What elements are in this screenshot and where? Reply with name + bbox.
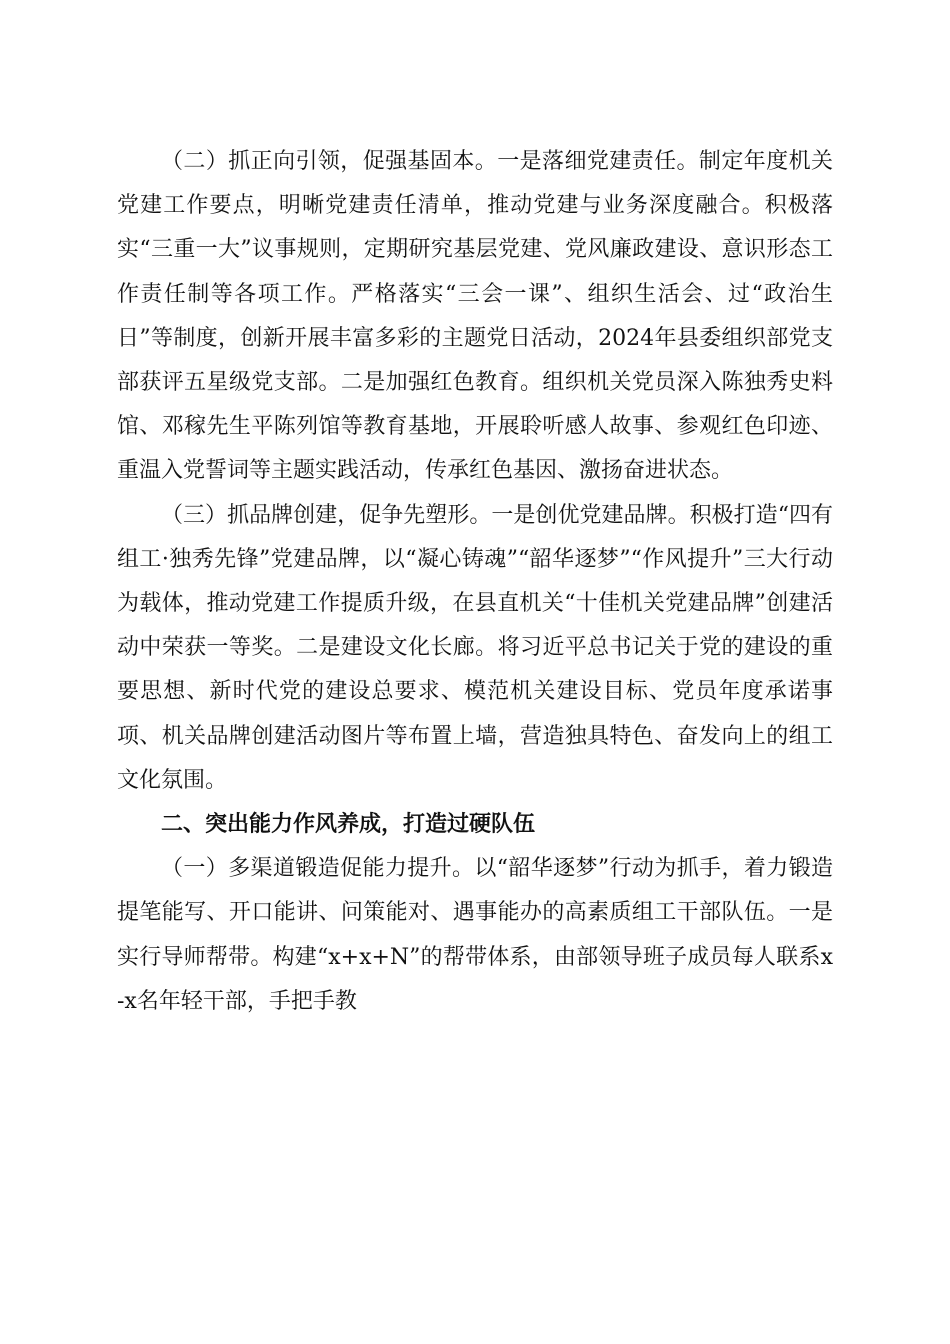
paragraph-brand-creation: （三）抓品牌创建，促争先塑形。一是创优党建品牌。积极打造“四有组工·独秀先锋”党建品牌，以“凝心铸魂”“韶华逐梦”“作风提升”三大行动为载体，推动党建工作提质升级，在县直机关“十佳机关党建品牌”创建活动中荣获一等奖。二是建设文化长廊。将习近平总书记关于党的建设的重要思想、新时代党的建设总要求、模范机关建设目标、党员年度承诺事项、机关品牌创建活动图片等布置上墙，营造独具特色、奋发向上的组工文化氛围。: [117, 502, 833, 793]
section-heading: 二、突出能力作风养成，打造过硬队伍: [161, 812, 536, 838]
document-body: [117, 140, 833, 1024]
paragraph-capability-building: （一）多渠道锻造促能力提升。以“韶华逐梦”行动为抓手，着力锻造提笔能写、开口能讲、问策能对、遇事能办的高素质组工干部队伍。一是实行导师帮带。构建“x+x+N”的帮带体系，由部领导班子成员每人联系x-x名年轻干部，手把手教: [117, 856, 833, 1014]
paragraph-party-building-responsibility: （二）抓正向引领，促强基固本。一是落细党建责任。制定年度机关党建工作要点，明晰党建责任清单，推动党建与业务深度融合。积极落实“三重一大”议事规则，定期研究基层党建、党风廉政建设、意识形态工作责任制等各项工作。严格落实“三会一课”、组织生活会、过“政治生日”等制度，创新开展丰富多彩的主题党日活动，2024年县委组织部党支部获评五星级党支部。二是加强红色教育。组织机关党员深入陈独秀史料馆、邓稼先生平陈列馆等教育基地，开展聆听感人故事、参观红色印迹、重温入党誓词等主题实践活动，传承红色基因、激扬奋进状态。: [117, 149, 833, 484]
